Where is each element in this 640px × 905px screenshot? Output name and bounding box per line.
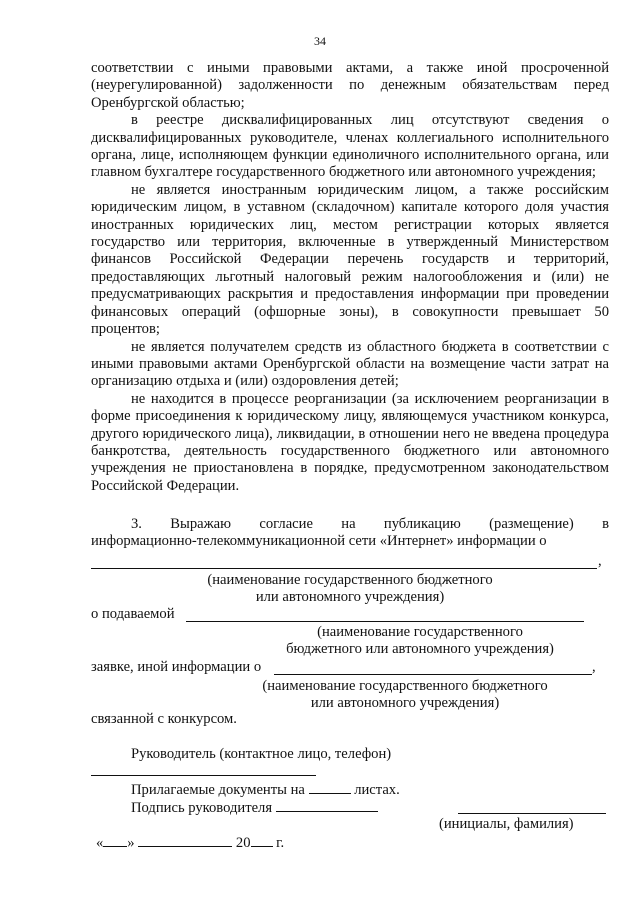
head-contact-label: Руководитель (контактное лицо, телефон) bbox=[131, 746, 392, 762]
body-text bbox=[91, 60, 609, 495]
initials-field[interactable] bbox=[458, 813, 606, 814]
consent-word: в bbox=[602, 516, 609, 532]
consent-word: согласие bbox=[259, 516, 313, 532]
related-text: связанной с конкурсом. bbox=[91, 711, 237, 727]
day-field[interactable] bbox=[103, 833, 127, 847]
consent-line-2: информационно-телекоммуникационной сети «Интернет» информации о bbox=[91, 533, 547, 550]
caption-institution-name: (наименование государственного бюджетного или автономного учреждения) bbox=[207, 572, 493, 606]
paragraph: соответствии с иными правовыми актами, а также иной просроченной (неурегулированной) задолженности по денежным обязательствам перед Оренбургской областью; bbox=[91, 60, 609, 111]
year-field[interactable] bbox=[251, 833, 273, 847]
consent-section bbox=[91, 516, 609, 551]
blank-line-application[interactable] bbox=[274, 674, 592, 675]
paragraph: в реестре дисквалифицированных лиц отсутствуют сведения о дисквалифицированных руководителе, членах коллегиального исполнительного органа, лице, исполняющем функции единоличного исполнительного органа, или главном бухгалтере государственного бюджетного или автономного учреждения; bbox=[91, 112, 609, 181]
consent-word: Выражаю bbox=[170, 516, 232, 532]
year-suffix: г. bbox=[276, 835, 285, 851]
consent-word: публикацию bbox=[383, 516, 461, 532]
comma: , bbox=[598, 553, 602, 569]
attached-label: Прилагаемые документы на bbox=[131, 782, 305, 798]
initials-caption: (инициалы, фамилия) bbox=[439, 816, 574, 832]
signature-field[interactable] bbox=[276, 798, 378, 812]
year-prefix: 20 bbox=[235, 835, 251, 851]
page-number: 34 bbox=[314, 34, 326, 48]
blank-line-submitted[interactable] bbox=[186, 621, 584, 622]
blank-line-institution[interactable] bbox=[91, 568, 597, 569]
caption-institution-name: (наименование государственного бюджетного или автономного учреждения) bbox=[286, 624, 554, 658]
month-field[interactable] bbox=[138, 833, 232, 847]
clause-number: 3. bbox=[131, 516, 142, 532]
label-submitted: о подаваемой bbox=[91, 606, 175, 622]
date-line bbox=[96, 833, 284, 852]
paragraph: не является иностранным юридическим лицом, а также российским юридическим лицом, в уставном (складочном) капитале которого доля участия иностранных юридических лиц, местом регистрации которых является государство или территория, включенные в утвержденный Министерством финансов Российской Федерации перечень государств и территорий, предоставляющих льготный налоговый режим налогообложения и (или) не предусматривающих раскрытия и предоставления информации при проведении финансовых операций (офшорные зоны), в совокупности превышает 50 процентов; bbox=[91, 181, 609, 338]
caption-institution-name: (наименование государственного бюджетного или автономного учреждения) bbox=[262, 678, 548, 712]
consent-line-1 bbox=[91, 516, 609, 533]
consent-word: (размещение) bbox=[489, 516, 574, 532]
quote-close: » bbox=[127, 835, 135, 851]
consent-word: на bbox=[341, 516, 356, 532]
signature-row bbox=[131, 798, 378, 817]
attached-suffix: листах. bbox=[354, 782, 400, 798]
quote-open: « bbox=[96, 835, 104, 851]
comma: , bbox=[592, 659, 596, 675]
paragraph: не является получателем средств из областного бюджета в соответствии с иными правовыми актами Оренбургской области на возмещение части затрат на организацию отдыха и (или) оздоровления детей; bbox=[91, 338, 609, 390]
signature-label: Подпись руководителя bbox=[131, 800, 273, 816]
paragraph: не находится в процессе реорганизации (за исключением реорганизации в форме присоединения к юридическому лицу, являющемуся участником конкурса, другого юридического лица), ликвидации, в отношении него не введена процедура банкротства, деятельность государственного бюджетного или автономного учреждения не приостановлена в порядке, предусмотренном законодательством Российской Федерации. bbox=[91, 390, 609, 494]
attached-documents bbox=[131, 780, 400, 799]
label-application: заявке, иной информации о bbox=[91, 659, 262, 675]
separator-line bbox=[91, 775, 316, 776]
pages-count-field[interactable] bbox=[309, 780, 351, 794]
